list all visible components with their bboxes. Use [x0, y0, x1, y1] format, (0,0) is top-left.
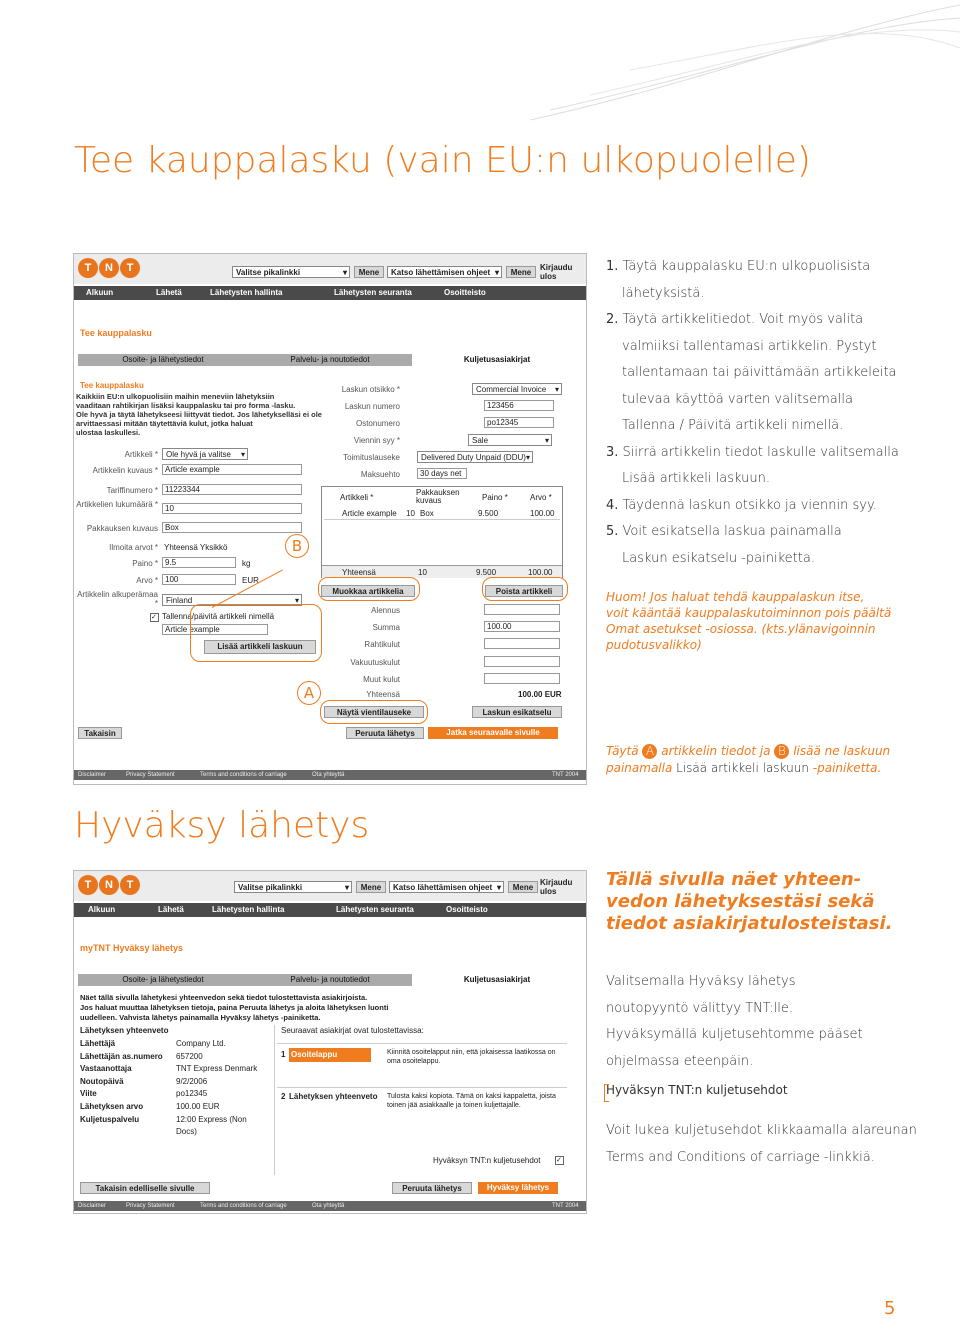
label-origin: Artikkelin alkuperämaa *	[77, 590, 158, 608]
value-input[interactable]: 100	[162, 574, 236, 585]
label-invoice-number: Laskun numero	[344, 402, 400, 411]
label-invoice-title: Laskun otsikko *	[341, 385, 400, 394]
form-tabs	[78, 354, 582, 366]
accept-terms-label: Hyväksyn TNT:n kuljetusehdot	[433, 1156, 541, 1165]
label-value: Arvo *	[136, 576, 158, 585]
other-input[interactable]	[484, 673, 560, 684]
page-number: 5	[884, 1298, 896, 1319]
insurance-input[interactable]	[484, 656, 560, 667]
label-other: Muut kulut	[363, 675, 400, 684]
article-select[interactable]: Ole hyvä ja valitse ▾	[162, 448, 248, 460]
note: Huom! Jos haluat tehdä kauppalaskun itse, voit kääntää kauppalaskutoiminnon pois päältä Omat asetukset -osiossa. (kts.ylänavigoinnin pudotusvalikko)	[606, 590, 892, 652]
label-article-desc: Artikkelin kuvaus *	[92, 466, 158, 475]
footer-copyright-2: TNT 2004	[552, 1203, 579, 1209]
label-package: Pakkauksen kuvaus	[86, 524, 158, 533]
main-nav	[74, 286, 586, 300]
tab-address[interactable]: Osoite- ja lähetystiedot	[122, 355, 204, 364]
label-freight: Rahtikulut	[364, 640, 400, 649]
col-article: Artikkeli *	[340, 493, 374, 502]
highlight-a	[190, 604, 322, 662]
label-payment: Maksuehto	[360, 470, 400, 479]
go-button-2[interactable]: Mene	[506, 266, 536, 278]
logout-link-2[interactable]: Kirjaudu ulos	[540, 878, 573, 896]
label-weight: Paino *	[132, 559, 158, 568]
terms-bracket	[604, 1084, 609, 1102]
form-title: Tee kauppalasku	[80, 328, 152, 338]
label-sum: Summa	[372, 623, 400, 632]
export-reason-select[interactable]: Sale ▾	[468, 434, 552, 446]
highlight-d	[320, 700, 428, 724]
preview-invoice-button[interactable]: Laskun esikatselu	[472, 706, 562, 718]
section-title-accept: Hyväksy lähetys	[74, 805, 370, 846]
accept-page-title: myTNT Hyväksy lähetys	[80, 943, 184, 953]
package-input[interactable]: Box	[162, 522, 302, 533]
table-total-row: Yhteensä 10 9.500 100.00	[322, 565, 562, 578]
quicklink-select-2[interactable]: Valitse pikalinkki ▾	[234, 881, 352, 893]
inline-badge-b: B	[774, 744, 789, 759]
info-text: Kaikkiin EU:n ulkopuolisiin maihin meneviin lähetyksiin vaaditaan rahtikirjan lisäksi kauppalasku tai pro forma -lasku. Ole hyvä ja täytä lähetykseesi liittyvät tiedot. Jos lähetykselläsi ei ole arvittaessasi mitään täytettäviä kulut, jotka haluat ulostaa laskullesi.	[76, 392, 322, 437]
documents-panel	[274, 1025, 575, 1175]
logout-link[interactable]: Kirjaudu ulos	[540, 263, 573, 281]
go-button[interactable]: Mene	[354, 266, 384, 278]
incoterm-select[interactable]: Delivered Duty Unpaid (DDU) ▾	[417, 451, 533, 463]
tab-service[interactable]: Palvelu- ja noutotiedot	[290, 355, 370, 364]
back-prev-button[interactable]: Takaisin edelliselle sivulle	[80, 1182, 210, 1194]
declare-radios[interactable]: Yhteensä Yksikkö	[164, 543, 228, 552]
footer-terms[interactable]: Terms and conditions of carriage	[200, 772, 287, 778]
tab-documents-2[interactable]: Kuljetusasiakirjat	[412, 974, 582, 986]
guide-select-2[interactable]: Katso lähettämisen ohjeet ▾	[389, 881, 504, 893]
nav-home-2[interactable]: Alkuun	[88, 905, 116, 914]
remove-item-button[interactable]: Poista artikkeli	[485, 585, 563, 597]
col-package: Pakkauksen kuvaus	[416, 488, 460, 505]
tab-address-2[interactable]: Osoite- ja lähetystiedot	[122, 975, 204, 984]
items-table	[321, 486, 563, 578]
nav-addressbook-2[interactable]: Osoitteisto	[446, 905, 488, 914]
page-title: Tee kauppalasku (vain EU:n ulkopuolelle)	[74, 140, 811, 181]
label-quantity: Artikkelien lukumäärä *	[76, 500, 158, 509]
document-item: 1 Osoitelappu Kiinnitä osoitelapput niin, että jokaisessa laatikossa on oma osoitelappu.	[277, 1043, 567, 1086]
quicklink-select[interactable]: Valitse pikalinkki ▾	[232, 266, 350, 278]
col-value: Arvo *	[530, 493, 552, 502]
summary-title: Lähetyksen yhteenveto	[80, 1026, 169, 1035]
accept-shipment-button[interactable]: Hyväksy lähetys	[478, 1182, 558, 1194]
tariff-input[interactable]: 11223344	[162, 484, 302, 495]
article-desc-input[interactable]: Article example	[162, 464, 302, 475]
weight-input[interactable]: 9.5	[162, 557, 236, 568]
footer	[74, 770, 586, 780]
total-value: 100.00 EUR	[518, 690, 562, 699]
nav-manage-2[interactable]: Lähetysten hallinta	[212, 905, 285, 914]
go-button-3[interactable]: Mene	[356, 881, 386, 893]
footer-copyright: TNT 2004	[552, 772, 579, 778]
footer-contact[interactable]: Ota yhteyttä	[312, 772, 345, 778]
invoice-number-input[interactable]: 123456	[484, 400, 554, 411]
summary-list: Lähettäjä Company Ltd. Lähettäjän as.numero 657200 Vastaanottaja TNT Express Denmark Noutopäivä 9/2/2006 Viite po12345 Lähetyksen arvo 100.00 EUR Kuljetuspalvelu 12:00 Express (Non Docs)	[80, 1039, 258, 1137]
next-page-button[interactable]: Jatka seuraavalle sivulle	[428, 727, 558, 739]
label-tariff: Tariffinumero *	[106, 486, 158, 495]
guide-select[interactable]: Katso lähettämisen ohjeet ▾	[387, 266, 502, 278]
nav-addressbook[interactable]: Osoitteisto	[444, 288, 486, 297]
summary-doc-link[interactable]: Lähetyksen yhteenveto	[289, 1092, 378, 1101]
footer-disclaimer[interactable]: Disclaimer	[78, 772, 107, 778]
accept-heading: Tällä sivulla näet yhteen- vedon lähetyksestäsi sekä tiedot asiakirjatulosteistasi.	[606, 869, 893, 934]
nav-tracking-2[interactable]: Lähetysten seuranta	[336, 905, 414, 914]
info-title: Tee kauppalasku	[80, 381, 144, 390]
discount-input[interactable]	[484, 604, 560, 615]
label-discount: Alennus	[371, 606, 400, 615]
label-incoterm: Toimituslauseke	[343, 453, 400, 462]
instruction-steps: 1. Täytä kauppalasku EU:n ulkopuolisista lähetyksistä. 2. Täytä artikkelitiedot. Voit myös valita valmiiksi tallentamasi artikkelin. Pystyt tallentamaan tai päivittämään artikkeleita tulevaa käyttöä varten valitsemalla Tallenna / Päivitä artikkeli nimellä. 3. Siirrä artikkelin tiedot laskulle valitsemalla Lisää artikkeli laskuun. 4. Täydennä laskun otsikko ja viennin syy. 5. Voit esikatsella laskua painamalla Laskun esikatselu -painiketta.	[606, 259, 899, 566]
main-nav-2	[74, 903, 586, 917]
footer-privacy[interactable]: Privacy Statement	[126, 772, 175, 778]
nav-manage[interactable]: Lähetysten hallinta	[210, 288, 283, 297]
payment-input[interactable]: 30 days net	[417, 468, 467, 479]
terms-heading: Hyväksyn TNT:n kuljetusehdot	[606, 1083, 788, 1097]
accept-screenshot	[73, 870, 587, 1214]
freight-input[interactable]	[484, 638, 560, 649]
add-item-button[interactable]: Lisää artikkeli laskuun	[204, 640, 316, 654]
accept-terms-checkbox[interactable]: ✓	[555, 1156, 564, 1165]
decorative-corner-lines	[530, 0, 960, 130]
col-weight: Paino *	[482, 493, 508, 502]
label-article: Artikkeli *	[124, 450, 158, 459]
label-declare: Ilmoita arvot *	[109, 543, 158, 552]
highlight-c	[482, 577, 568, 601]
unit-kg: kg	[242, 559, 251, 568]
label-export-reason: Viennin syy *	[353, 436, 400, 445]
footer-disclaimer-2[interactable]: Disclaimer	[78, 1203, 107, 1209]
tab-service-2[interactable]: Palvelu- ja noutotiedot	[290, 975, 370, 984]
table-row[interactable]: Article example 10 Box 9.500 100.00	[324, 509, 560, 520]
badge-b: B	[285, 534, 309, 558]
save-checkbox[interactable]: ✓	[150, 613, 159, 622]
sum-input[interactable]: 100.00	[484, 621, 560, 632]
accept-text: Valitsemalla Hyväksy lähetys noutopyyntö välittyy TNT:lle. Hyväksymällä kuljetusehtomme pääset ohjelmassa eteenpäin.	[606, 974, 863, 1069]
label-insurance: Vakuutuskulut	[350, 658, 400, 667]
save-checkbox-label: Tallenna/päivitä artikkeli nimellä	[162, 612, 275, 621]
terms-text: Voit lukea kuljetusehdot klikkaamalla alareunan Terms and Conditions of carriage -linkkiä.	[606, 1123, 917, 1165]
badge-a: A	[297, 681, 321, 705]
po-input[interactable]: po12345	[484, 417, 554, 428]
footer-privacy-2[interactable]: Privacy Statement	[126, 1203, 175, 1209]
footer-contact-2[interactable]: Ota yhteyttä	[312, 1203, 345, 1209]
highlight-b	[318, 577, 420, 601]
invoice-title-select[interactable]: Commercial Invoice ▾	[472, 383, 562, 395]
caption: Täytä A artikkelin tiedot ja B lisää ne laskuun painamalla Lisää artikkeli laskuun -painiketta.	[606, 744, 891, 775]
label-po: Ostonumero	[355, 419, 400, 428]
invoice-screenshot	[73, 253, 587, 785]
edit-item-button[interactable]: Muokkaa artikkelia	[321, 585, 415, 597]
origin-select[interactable]: Finland ▾	[162, 594, 302, 606]
document-item: 2 Lähetyksen yhteenveto Tulosta kaksi kopiota. Tämä on kaksi kappaletta, joista toinen jää asiakkaalle ja toinen kuljettajalle.	[277, 1087, 567, 1148]
form-tabs-2	[78, 974, 582, 986]
nav-send[interactable]: Lähetä	[156, 288, 182, 297]
cancel-shipment-button[interactable]: Peruuta lähetys	[346, 727, 424, 739]
documents-title: Seuraavat asiakirjat ovat tulostettavissa:	[281, 1026, 424, 1035]
unit-eur: EUR	[242, 576, 259, 585]
footer-terms-2[interactable]: Terms and conditions of carriage	[200, 1203, 287, 1209]
tab-documents[interactable]: Kuljetusasiakirjat	[412, 354, 582, 366]
inline-badge-a: A	[642, 744, 657, 759]
nav-send-2[interactable]: Lähetä	[158, 905, 184, 914]
export-clause-button[interactable]: Näytä vientilauseke	[324, 706, 424, 718]
back-button[interactable]: Takaisin	[78, 727, 122, 739]
nav-home[interactable]: Alkuun	[86, 288, 114, 297]
label-total: Yhteensä	[366, 690, 400, 699]
quantity-input[interactable]: 10	[162, 503, 302, 514]
label-doc-link[interactable]: Osoitelappu	[289, 1048, 371, 1062]
accept-intro: Näet tällä sivulla lähetykesi yhteenvedon sekä tiedot tulostettavista asiakirjoista. Jos haluat muuttaa lähetyksen tietoja, paina Peruuta lähetys ja aloita lähetyksen luonti uudelleen. Vahvista lähetys painamalla Hyväksy lähetys -painiketta.	[80, 993, 389, 1022]
go-button-4[interactable]: Mene	[508, 881, 538, 893]
nav-tracking[interactable]: Lähetysten seuranta	[334, 288, 412, 297]
footer-2	[74, 1201, 586, 1211]
save-name-input[interactable]: Article example	[162, 624, 268, 635]
cancel-shipment-button-2[interactable]: Peruuta lähetys	[392, 1182, 472, 1194]
tnt-logo: T N T	[78, 258, 144, 282]
tnt-logo-2: T N T	[78, 875, 144, 899]
